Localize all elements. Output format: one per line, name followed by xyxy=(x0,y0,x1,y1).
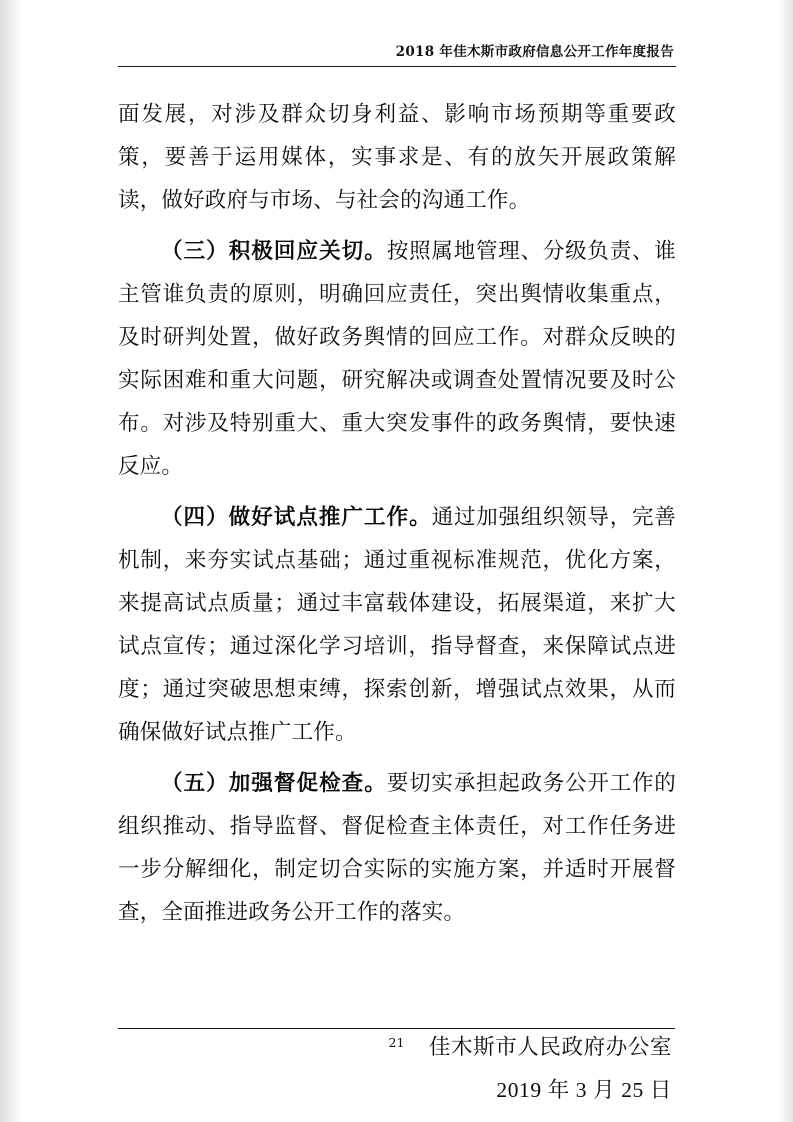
paragraph-section-4 xyxy=(118,496,676,754)
section-5-text: 要切实承担起政务公开工作的组织推动、指导监督、督促检查主体责任，对工作任务进一步分解细化，制定切合实际的实施方案，并适时开展督查，全面推进政务公开工作的落实。 xyxy=(118,771,676,924)
paragraph-section-3 xyxy=(118,230,676,488)
paragraph-section-5 xyxy=(118,762,676,934)
header-divider xyxy=(118,66,676,67)
page-number: 21 xyxy=(388,1035,405,1050)
section-4-text: 通过加强组织领导，完善机制，来夯实试点基础；通过重视标准规范，优化方案，来提高试点质量；通过丰富载体建设，拓展渠道，来扩大试点宣传；通过深化学习培训，指导督查，来保障试点进度；通过突破思想束缚，探索创新，增强试点效果，从而确保做好试点推广工作。 xyxy=(118,505,676,744)
paragraph-continuation-text: 面发展，对涉及群众切身利益、影响市场预期等重要政策，要善于运用媒体，实事求是、有的放矢开展政策解读，做好政府与市场、与社会的沟通工作。 xyxy=(118,102,676,212)
paragraph-continuation xyxy=(118,93,676,222)
signature-date: 2019 年 3 月 25 日 xyxy=(496,1078,672,1102)
page-content xyxy=(118,40,676,1112)
section-3-heading: （三）积极回应关切。 xyxy=(161,239,387,263)
section-3-text: 按照属地管理、分级负责、谁主管谁负责的原则，明确回应责任，突出舆情收集重点，及时研判处置，做好政务舆情的回应工作。对群众反映的实际困难和重大问题，研究解决或调查处置情况要及时公布。对涉及特别重大、重大突发事件的政务舆情，要快速反应。 xyxy=(118,239,676,478)
page-footer xyxy=(118,1028,675,1050)
signature-organization: 佳木斯市人民政府办公室 xyxy=(428,1035,672,1059)
section-4-heading: （四）做好试点推广工作。 xyxy=(161,505,432,529)
page-header-title: 2018 年佳木斯市政府信息公开工作年度报告 xyxy=(395,44,674,60)
section-5-heading: （五）加强督促检查。 xyxy=(161,771,387,795)
footer-divider xyxy=(118,1028,675,1029)
